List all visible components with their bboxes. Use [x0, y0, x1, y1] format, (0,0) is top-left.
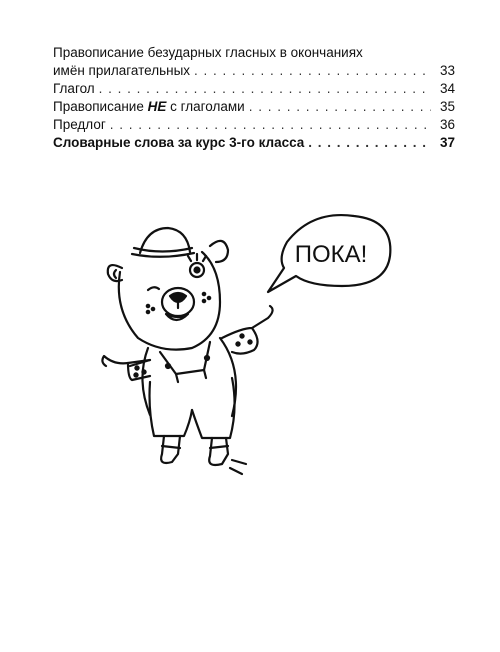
toc-page-number: 34	[439, 81, 455, 96]
speech-bubble-text: ПОКА!	[294, 241, 368, 268]
table-of-contents	[53, 44, 455, 152]
toc-entry-adjective-endings[interactable]	[53, 44, 455, 80]
toc-title-part: Правописание	[53, 99, 148, 114]
toc-entry-title: Глагол	[53, 81, 95, 96]
toc-entry-preposition[interactable]	[53, 116, 455, 134]
toc-page-number: 35	[439, 99, 455, 114]
toc-title-emphasis: НЕ	[147, 99, 167, 114]
toc-entry-ne-with-verbs[interactable]	[53, 98, 455, 116]
toc-leader-dots	[249, 98, 431, 116]
toc-leader-dots	[99, 80, 431, 98]
toc-page-number: 36	[439, 117, 455, 132]
waving-bear-icon	[92, 210, 402, 490]
toc-entry-verb[interactable]	[53, 80, 455, 98]
toc-leader-dots	[308, 134, 431, 152]
toc-page-number: 37	[439, 135, 455, 150]
toc-entry-dictionary-words[interactable]	[53, 134, 455, 152]
toc-entry-title	[53, 98, 245, 116]
toc-leader-dots	[194, 62, 431, 80]
toc-title-part: с глаголами	[166, 99, 245, 114]
toc-entry-title-line1: Правописание безударных гласных в окончаниях	[53, 45, 363, 60]
toc-leader-dots	[110, 116, 431, 134]
toc-page-number: 33	[439, 63, 455, 78]
toc-entry-title: Словарные слова за курс 3-го класса	[53, 135, 305, 150]
toc-entry-title: Предлог	[53, 117, 106, 132]
toc-entry-title: имён прилагательных	[53, 63, 191, 78]
